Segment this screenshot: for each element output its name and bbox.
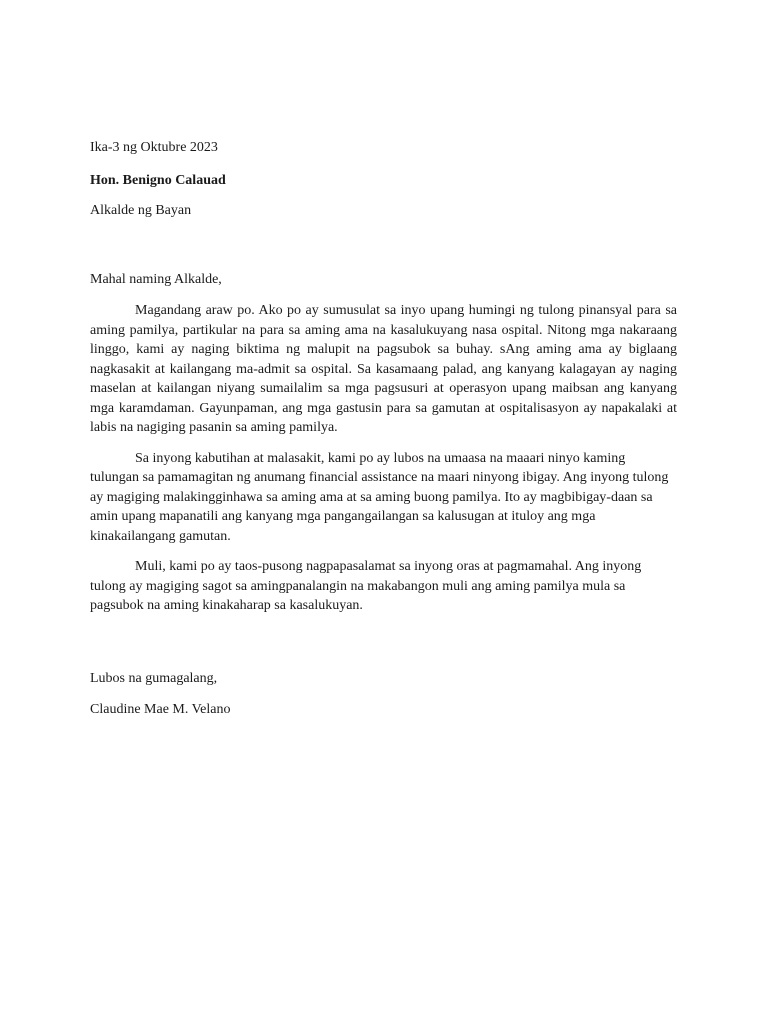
- letter-date: Ika-3 ng Oktubre 2023: [90, 140, 218, 155]
- body-paragraph-2: Sa inyong kabutihan at malasakit, kami po ay lubos na umaasa na maaari ninyo kaming tulungan sa pamamagitan ng anumang financial assistance na maari ninyong ibigay. Ang inyong tulong ay magiging malakingginhawa sa aming ama at sa aming buong pamilya. Ito ay magbibigay-daan sa amin upang mapanatili ang kanyang mga pangangailangan sa kalusugan at ituloy ang mga kinakailangang gamutan.: [90, 450, 669, 544]
- recipient-title: Alkalde ng Bayan: [90, 203, 192, 218]
- salutation: Mahal naming Alkalde,: [90, 271, 222, 287]
- letter-page: [90, 138, 677, 720]
- closing: Lubos na gumagalang,: [90, 670, 218, 686]
- body-paragraph-1: Magandang araw po. Ako po ay sumusulat sa inyo upang humingi ng tulong pinansyal para sa aming pamilya, partikular na para sa aming ama na kasalukuyang nasa ospital. Nitong mga nakaraang linggo, kami ay naging biktima ng malupit na pagsubok sa buhay. sAng aming ama ay biglaang nagkasakit at kailangang ma-admit sa ospital. Sa kasamaang palad, ang kanyang kalagayan ay naging maselan at kailangan niyang sumailalim sa mga pagsusuri at operasyon upang maibsan ang kanyang mga karamdaman. Gayunpaman, ang mga gastusin para sa gamutan at ospitalisasyon ay napakalaki at labis na nagiging pasanin sa aming pamilya.: [90, 303, 677, 435]
- body-paragraph-3: Muli, kami po ay taos-pusong nagpapasalamat sa inyong oras at pagmamahal. Ang inyong tulong ay magiging sagot sa amingpanalangin na makabangon muli ang aming pamilya mula sa pagsubok na aming kinakaharap sa kasalukuyan.: [90, 559, 642, 613]
- recipient-name: Hon. Benigno Calauad: [90, 172, 226, 188]
- signature-name: Claudine Mae M. Velano: [90, 702, 231, 717]
